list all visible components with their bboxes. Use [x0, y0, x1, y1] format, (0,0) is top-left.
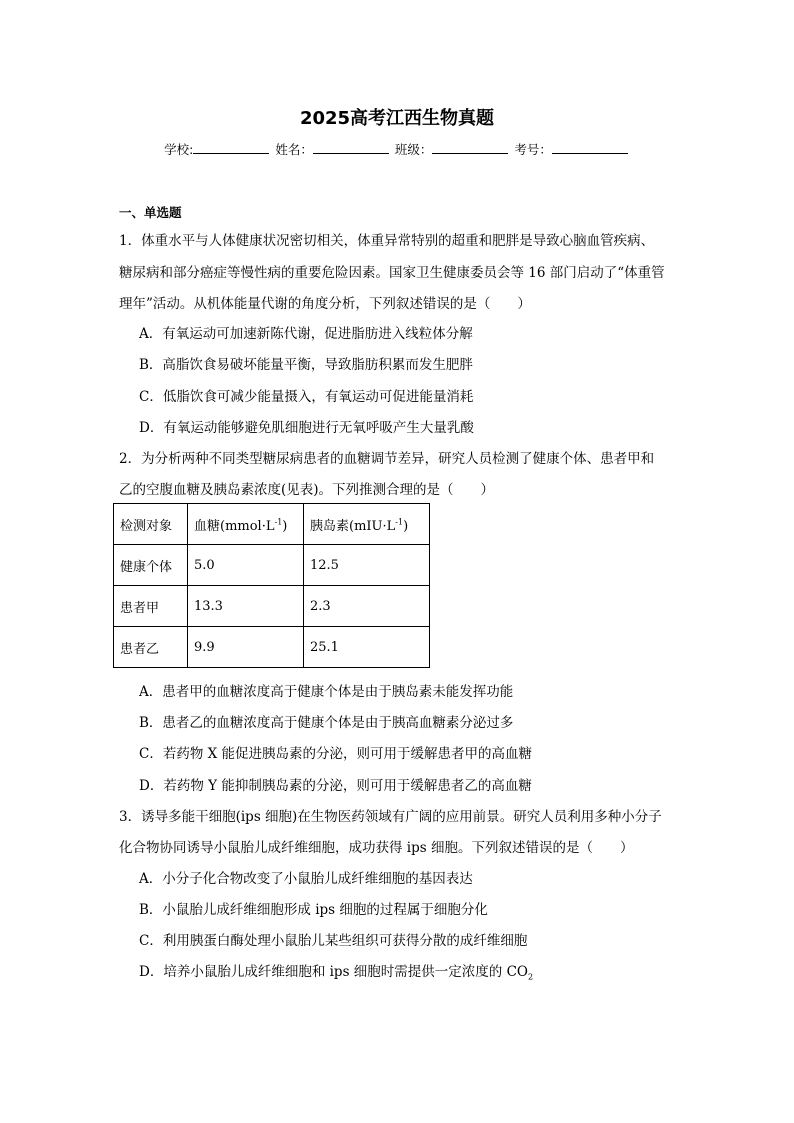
question-3-line: 化合物协同诱导小鼠胎儿成纤维细胞，成功获得 ips 细胞。下列叙述错误的是（ ）	[119, 840, 634, 856]
question-1-option-d: D．有氧运动能够避免肌细胞进行无氧呼吸产生大量乳酸	[139, 420, 474, 436]
question-1-line: 糖尿病和部分癌症等慢性病的重要危险因素。国家卫生健康委员会等 16 部门启动了“体重管	[119, 265, 665, 281]
question-3-option-d: D．培养小鼠胎儿成纤维细胞和 ips 细胞时需提供一定浓度的 $CO_2$	[139, 964, 534, 982]
question-1-option-c: C．低脂饮食可减少能量摄入，有氧运动可促进能量消耗	[139, 389, 474, 405]
table-cell: 患者甲	[114, 586, 188, 627]
question-2-option-d: D．若药物 Y 能抑制胰岛素的分泌，则可用于缓解患者乙的高血糖	[139, 778, 532, 794]
question-1-option-a: A．有氧运动可加速新陈代谢，促进脂肪进入线粒体分解	[139, 326, 473, 342]
class-blank	[432, 140, 508, 154]
question-1-option-b: B．高脂饮食易破坏能量平衡，导致脂肪积累而发生肥胖	[139, 357, 473, 373]
table-header-cell: 血糖$(mmol\cdot L^{-1})$	[188, 504, 304, 545]
question-2-option-a: A．患者甲的血糖浓度高于健康个体是由于胰岛素未能发挥功能	[139, 684, 514, 700]
school-blank	[193, 140, 269, 154]
table-cell: 患者乙	[114, 627, 188, 668]
table-header-cell: 胰岛素$(mIU\cdot L^{-1})$	[304, 504, 430, 545]
question-3-option-a: A．小分子化合物改变了小鼠胎儿成纤维细胞的基因表达	[139, 871, 473, 887]
table-row	[114, 627, 430, 668]
question-1-line: 1．体重水平与人体健康状况密切相关，体重异常特别的超重和肥胖是导致心脑血管疾病、	[119, 233, 655, 249]
question-1-line: 理年”活动。从机体能量代谢的角度分析，下列叙述错误的是（ ）	[119, 296, 531, 312]
glucose-insulin-table	[113, 503, 430, 668]
table-row	[114, 545, 430, 586]
question-3-option-b: B．小鼠胎儿成纤维细胞形成 ips 细胞的过程属于细胞分化	[139, 902, 488, 918]
school-label: 学校:	[164, 142, 194, 157]
question-3-option-c: C．利用胰蛋白酶处理小鼠胎儿某些组织可获得分散的成纤维细胞	[139, 933, 528, 949]
name-label: 姓名：	[275, 142, 313, 157]
name-blank	[313, 140, 389, 154]
section-heading: 一、单选题	[119, 205, 182, 220]
exam-number-blank	[552, 140, 628, 154]
table-cell: 健康个体	[114, 545, 188, 586]
exam-number-label: 考号：	[514, 142, 552, 157]
question-2-option-c: C．若药物 X 能促进胰岛素的分泌，则可用于缓解患者甲的高血糖	[139, 746, 533, 762]
table-header-row	[114, 504, 430, 545]
class-label: 班级：	[394, 142, 433, 157]
table-cell: 5.0	[188, 545, 304, 586]
page-title: 2025高考江西生物真题	[299, 108, 495, 129]
table-cell: 2.3	[304, 586, 430, 627]
table-cell: 12.5	[304, 545, 430, 586]
table-cell: 25.1	[304, 627, 430, 668]
student-info-line	[0, 140, 794, 158]
table-cell: 9.9	[188, 627, 304, 668]
table-row	[114, 586, 430, 627]
question-2-line: 2．为分析两种不同类型糖尿病患者的血糖调节差异，研究人员检测了健康个体、患者甲和	[119, 451, 655, 467]
table-header-cell: 检测对象	[114, 504, 188, 545]
question-2-option-b: B．患者乙的血糖浓度高于健康个体是由于胰高血糖素分泌过多	[139, 715, 514, 731]
question-2-line: 乙的空腹血糖及胰岛素浓度(见表)。下列推测合理的是（ ）	[119, 482, 495, 498]
question-3-line: 3．诱导多能干细胞(ips 细胞)在生物医药领域有广阔的应用前景。研究人员利用多种小分子	[119, 809, 662, 825]
table-cell: 13.3	[188, 586, 304, 627]
